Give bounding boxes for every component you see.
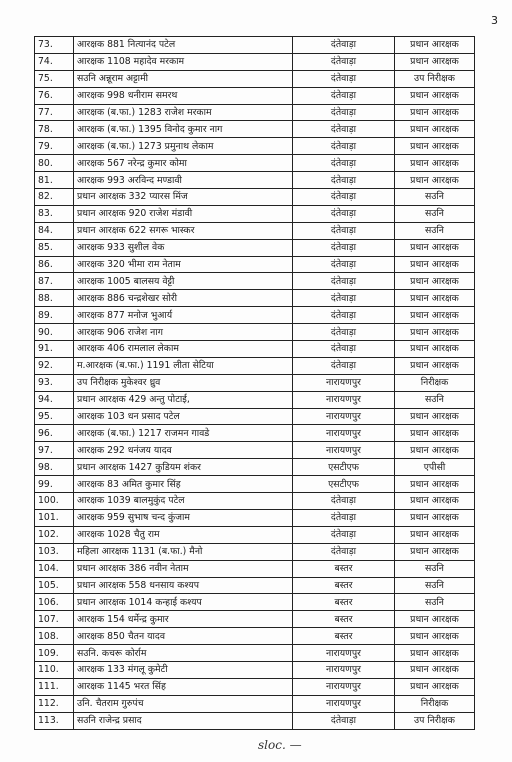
name-cell: आरक्षक 406 रामलाल लेकाम bbox=[74, 341, 293, 358]
serial-number-cell: 73. bbox=[35, 37, 74, 54]
name-cell: सउनि अन्नूराम अट्टामी bbox=[74, 70, 293, 87]
place-cell: दंतेवाड़ा bbox=[293, 87, 395, 104]
serial-number-cell: 92. bbox=[35, 357, 74, 374]
place-cell: नारायणपुर bbox=[293, 408, 395, 425]
name-cell: आरक्षक 154 धर्मेन्द्र कुमार bbox=[74, 611, 293, 628]
table-body bbox=[35, 37, 475, 730]
table-row bbox=[35, 273, 475, 290]
serial-number-cell: 101. bbox=[35, 509, 74, 526]
table-row bbox=[35, 645, 475, 662]
name-cell: आरक्षक (ब.फा.) 1273 प्रमुनाथ लेकाम bbox=[74, 138, 293, 155]
table-row bbox=[35, 290, 475, 307]
serial-number-cell: 82. bbox=[35, 189, 74, 206]
transfer-table bbox=[34, 36, 475, 730]
serial-number-cell: 78. bbox=[35, 121, 74, 138]
name-cell: प्रधान आरक्षक 429 अन्तु पोटाई, bbox=[74, 391, 293, 408]
place-cell: दंतेवाड़ा bbox=[293, 172, 395, 189]
name-cell: महिला आरक्षक 1131 (ब.फा.) मैनो bbox=[74, 543, 293, 560]
designation-cell: निरीक्षक bbox=[395, 695, 475, 712]
designation-cell: प्रधान आरक्षक bbox=[395, 493, 475, 510]
place-cell: नारायणपुर bbox=[293, 425, 395, 442]
designation-cell: प्रधान आरक्षक bbox=[395, 138, 475, 155]
page-number: 3 bbox=[491, 14, 498, 27]
place-cell: दंतेवाड़ा bbox=[293, 104, 395, 121]
place-cell: दंतेवाड़ा bbox=[293, 712, 395, 729]
name-cell: आरक्षक 292 धनंजय यादव bbox=[74, 442, 293, 459]
designation-cell: प्रधान आरक्षक bbox=[395, 543, 475, 560]
table-row bbox=[35, 307, 475, 324]
table-row bbox=[35, 70, 475, 87]
table-row bbox=[35, 611, 475, 628]
serial-number-cell: 93. bbox=[35, 374, 74, 391]
place-cell: नारायणपुर bbox=[293, 391, 395, 408]
place-cell: दंतेवाड़ा bbox=[293, 290, 395, 307]
table-row bbox=[35, 695, 475, 712]
place-cell: दंतेवाड़ा bbox=[293, 205, 395, 222]
designation-cell: प्रधान आरक्षक bbox=[395, 678, 475, 695]
table-row bbox=[35, 374, 475, 391]
designation-cell: प्रधान आरक्षक bbox=[395, 172, 475, 189]
designation-cell: प्रधान आरक्षक bbox=[395, 53, 475, 70]
place-cell: बस्तर bbox=[293, 594, 395, 611]
table-row bbox=[35, 189, 475, 206]
name-cell: आरक्षक 1039 बालमुकुंद पटेल bbox=[74, 493, 293, 510]
place-cell: दंतेवाड़ा bbox=[293, 341, 395, 358]
table-row bbox=[35, 222, 475, 239]
name-cell: प्रधान आरक्षक 622 सगरू भास्कर bbox=[74, 222, 293, 239]
serial-number-cell: 98. bbox=[35, 459, 74, 476]
serial-number-cell: 89. bbox=[35, 307, 74, 324]
serial-number-cell: 84. bbox=[35, 222, 74, 239]
name-cell: सउनि राजेन्द्र प्रसाद bbox=[74, 712, 293, 729]
place-cell: एसटीएफ bbox=[293, 459, 395, 476]
table-row bbox=[35, 87, 475, 104]
designation-cell: प्रधान आरक्षक bbox=[395, 121, 475, 138]
table-row bbox=[35, 628, 475, 645]
name-cell: आरक्षक 133 मंगलू कुमेटी bbox=[74, 661, 293, 678]
table-row bbox=[35, 172, 475, 189]
name-cell: आरक्षक 103 धन प्रसाद पटेल bbox=[74, 408, 293, 425]
serial-number-cell: 88. bbox=[35, 290, 74, 307]
serial-number-cell: 107. bbox=[35, 611, 74, 628]
designation-cell: प्रधान आरक्षक bbox=[395, 307, 475, 324]
designation-cell: प्रधान आरक्षक bbox=[395, 476, 475, 493]
name-cell: आरक्षक 998 धनीराम समरथ bbox=[74, 87, 293, 104]
serial-number-cell: 95. bbox=[35, 408, 74, 425]
designation-cell: सउनि bbox=[395, 560, 475, 577]
name-cell: उनि. चैतराम गुरुपंच bbox=[74, 695, 293, 712]
designation-cell: प्रधान आरक्षक bbox=[395, 442, 475, 459]
name-cell: आरक्षक 993 अरविन्द मण्डावी bbox=[74, 172, 293, 189]
place-cell: एसटीएफ bbox=[293, 476, 395, 493]
designation-cell: सउनि bbox=[395, 205, 475, 222]
table-row bbox=[35, 256, 475, 273]
serial-number-cell: 100. bbox=[35, 493, 74, 510]
serial-number-cell: 91. bbox=[35, 341, 74, 358]
table-row bbox=[35, 577, 475, 594]
designation-cell: सउनि bbox=[395, 222, 475, 239]
serial-number-cell: 102. bbox=[35, 526, 74, 543]
designation-cell: प्रधान आरक्षक bbox=[395, 324, 475, 341]
place-cell: दंतेवाड़ा bbox=[293, 222, 395, 239]
name-cell: आरक्षक 1005 बालसय वेट्टी bbox=[74, 273, 293, 290]
designation-cell: उप निरीक्षक bbox=[395, 712, 475, 729]
name-cell: प्रधान आरक्षक 386 नवीन नेताम bbox=[74, 560, 293, 577]
name-cell: उप निरीक्षक मुकेश्वर ध्रुव bbox=[74, 374, 293, 391]
designation-cell: प्रधान आरक्षक bbox=[395, 87, 475, 104]
place-cell: दंतेवाड़ा bbox=[293, 189, 395, 206]
serial-number-cell: 112. bbox=[35, 695, 74, 712]
name-cell: आरक्षक 933 सुशील वेक bbox=[74, 239, 293, 256]
table-row bbox=[35, 661, 475, 678]
designation-cell: प्रधान आरक्षक bbox=[395, 155, 475, 172]
place-cell: बस्तर bbox=[293, 611, 395, 628]
serial-number-cell: 94. bbox=[35, 391, 74, 408]
table-row bbox=[35, 459, 475, 476]
table-row bbox=[35, 509, 475, 526]
designation-cell: प्रधान आरक्षक bbox=[395, 37, 475, 54]
table-row bbox=[35, 341, 475, 358]
place-cell: नारायणपुर bbox=[293, 695, 395, 712]
name-cell: आरक्षक 877 मनोज भुआर्य bbox=[74, 307, 293, 324]
table-row bbox=[35, 408, 475, 425]
table-row bbox=[35, 543, 475, 560]
place-cell: दंतेवाड़ा bbox=[293, 324, 395, 341]
table-row bbox=[35, 205, 475, 222]
table-row bbox=[35, 357, 475, 374]
name-cell: आरक्षक 886 चन्द्रशेखर सोरी bbox=[74, 290, 293, 307]
table-row bbox=[35, 560, 475, 577]
name-cell: आरक्षक 959 सुभाष चन्द कुंजाम bbox=[74, 509, 293, 526]
serial-number-cell: 80. bbox=[35, 155, 74, 172]
place-cell: दंतेवाड़ा bbox=[293, 543, 395, 560]
designation-cell: प्रधान आरक्षक bbox=[395, 645, 475, 662]
serial-number-cell: 108. bbox=[35, 628, 74, 645]
serial-number-cell: 106. bbox=[35, 594, 74, 611]
serial-number-cell: 113. bbox=[35, 712, 74, 729]
designation-cell: एपीसी bbox=[395, 459, 475, 476]
place-cell: नारायणपुर bbox=[293, 645, 395, 662]
designation-cell: प्रधान आरक्षक bbox=[395, 526, 475, 543]
name-cell: सउनि. कचरू कोर्राम bbox=[74, 645, 293, 662]
table-row bbox=[35, 324, 475, 341]
table-row bbox=[35, 594, 475, 611]
designation-cell: प्रधान आरक्षक bbox=[395, 408, 475, 425]
designation-cell: प्रधान आरक्षक bbox=[395, 104, 475, 121]
serial-number-cell: 110. bbox=[35, 661, 74, 678]
name-cell: म.आरक्षक (ब.फा.) 1191 लीता सेटिया bbox=[74, 357, 293, 374]
designation-cell: सउनि bbox=[395, 189, 475, 206]
table-row bbox=[35, 155, 475, 172]
name-cell: प्रधान आरक्षक 920 राजेश मंडावी bbox=[74, 205, 293, 222]
place-cell: बस्तर bbox=[293, 577, 395, 594]
designation-cell: प्रधान आरक्षक bbox=[395, 357, 475, 374]
designation-cell: प्रधान आरक्षक bbox=[395, 661, 475, 678]
designation-cell: प्रधान आरक्षक bbox=[395, 509, 475, 526]
name-cell: आरक्षक 1145 भरत सिंह bbox=[74, 678, 293, 695]
serial-number-cell: 96. bbox=[35, 425, 74, 442]
designation-cell: प्रधान आरक्षक bbox=[395, 425, 475, 442]
serial-number-cell: 109. bbox=[35, 645, 74, 662]
table-row bbox=[35, 104, 475, 121]
table-row bbox=[35, 37, 475, 54]
designation-cell: सउनि bbox=[395, 594, 475, 611]
table-row bbox=[35, 712, 475, 729]
name-cell: आरक्षक 567 नरेन्द्र कुमार कोमा bbox=[74, 155, 293, 172]
place-cell: दंतेवाड़ा bbox=[293, 37, 395, 54]
name-cell: आरक्षक 83 अमित कुमार सिंह bbox=[74, 476, 293, 493]
table-row bbox=[35, 678, 475, 695]
place-cell: दंतेवाड़ा bbox=[293, 357, 395, 374]
place-cell: दंतेवाड़ा bbox=[293, 256, 395, 273]
designation-cell: सउनि bbox=[395, 577, 475, 594]
serial-number-cell: 85. bbox=[35, 239, 74, 256]
designation-cell: प्रधान आरक्षक bbox=[395, 341, 475, 358]
serial-number-cell: 103. bbox=[35, 543, 74, 560]
name-cell: प्रधान आरक्षक 332 प्यारस मिंज bbox=[74, 189, 293, 206]
table-row bbox=[35, 425, 475, 442]
serial-number-cell: 104. bbox=[35, 560, 74, 577]
place-cell: दंतेवाड़ा bbox=[293, 239, 395, 256]
place-cell: दंतेवाड़ा bbox=[293, 121, 395, 138]
serial-number-cell: 74. bbox=[35, 53, 74, 70]
name-cell: प्रधान आरक्षक 1427 कुडियम शंकर bbox=[74, 459, 293, 476]
designation-cell: सउनि bbox=[395, 391, 475, 408]
place-cell: नारायणपुर bbox=[293, 678, 395, 695]
serial-number-cell: 77. bbox=[35, 104, 74, 121]
name-cell: आरक्षक 850 चैतन यादव bbox=[74, 628, 293, 645]
place-cell: नारायणपुर bbox=[293, 374, 395, 391]
name-cell: आरक्षक 906 राजेश नाग bbox=[74, 324, 293, 341]
place-cell: दंतेवाड़ा bbox=[293, 509, 395, 526]
table-row bbox=[35, 121, 475, 138]
table-row bbox=[35, 442, 475, 459]
table-row bbox=[35, 391, 475, 408]
place-cell: नारायणपुर bbox=[293, 442, 395, 459]
place-cell: बस्तर bbox=[293, 628, 395, 645]
table-row bbox=[35, 526, 475, 543]
place-cell: दंतेवाड़ा bbox=[293, 526, 395, 543]
serial-number-cell: 83. bbox=[35, 205, 74, 222]
place-cell: दंतेवाड़ा bbox=[293, 53, 395, 70]
serial-number-cell: 97. bbox=[35, 442, 74, 459]
designation-cell: उप निरीक्षक bbox=[395, 70, 475, 87]
designation-cell: प्रधान आरक्षक bbox=[395, 239, 475, 256]
place-cell: दंतेवाड़ा bbox=[293, 155, 395, 172]
place-cell: दंतेवाड़ा bbox=[293, 307, 395, 324]
designation-cell: प्रधान आरक्षक bbox=[395, 290, 475, 307]
table-row bbox=[35, 138, 475, 155]
place-cell: बस्तर bbox=[293, 560, 395, 577]
serial-number-cell: 90. bbox=[35, 324, 74, 341]
table-row bbox=[35, 493, 475, 510]
place-cell: दंतेवाड़ा bbox=[293, 493, 395, 510]
serial-number-cell: 87. bbox=[35, 273, 74, 290]
name-cell: आरक्षक 1108 महादेव मरकाम bbox=[74, 53, 293, 70]
name-cell: आरक्षक (ब.फा.) 1217 राजमन गावडे bbox=[74, 425, 293, 442]
designation-cell: प्रधान आरक्षक bbox=[395, 256, 475, 273]
serial-number-cell: 111. bbox=[35, 678, 74, 695]
designation-cell: निरीक्षक bbox=[395, 374, 475, 391]
name-cell: आरक्षक 881 नित्यानंद पटेल bbox=[74, 37, 293, 54]
serial-number-cell: 76. bbox=[35, 87, 74, 104]
serial-number-cell: 75. bbox=[35, 70, 74, 87]
name-cell: आरक्षक 320 भीमा राम नेताम bbox=[74, 256, 293, 273]
place-cell: दंतेवाड़ा bbox=[293, 273, 395, 290]
place-cell: दंतेवाड़ा bbox=[293, 70, 395, 87]
serial-number-cell: 79. bbox=[35, 138, 74, 155]
name-cell: प्रधान आरक्षक 558 धनसाय कश्यप bbox=[74, 577, 293, 594]
serial-number-cell: 81. bbox=[35, 172, 74, 189]
serial-number-cell: 86. bbox=[35, 256, 74, 273]
name-cell: प्रधान आरक्षक 1014 कन्हाई कश्यप bbox=[74, 594, 293, 611]
name-cell: आरक्षक 1028 चैतु राम bbox=[74, 526, 293, 543]
place-cell: नारायणपुर bbox=[293, 661, 395, 678]
designation-cell: प्रधान आरक्षक bbox=[395, 273, 475, 290]
table-row bbox=[35, 53, 475, 70]
signature: sloc. — bbox=[258, 738, 302, 752]
designation-cell: प्रधान आरक्षक bbox=[395, 628, 475, 645]
designation-cell: प्रधान आरक्षक bbox=[395, 611, 475, 628]
name-cell: आरक्षक (ब.फा.) 1395 विनोद कुमार नाग bbox=[74, 121, 293, 138]
place-cell: दंतेवाड़ा bbox=[293, 138, 395, 155]
table-row bbox=[35, 239, 475, 256]
name-cell: आरक्षक (ब.फा.) 1283 राजेश मरकाम bbox=[74, 104, 293, 121]
serial-number-cell: 105. bbox=[35, 577, 74, 594]
serial-number-cell: 99. bbox=[35, 476, 74, 493]
table-row bbox=[35, 476, 475, 493]
